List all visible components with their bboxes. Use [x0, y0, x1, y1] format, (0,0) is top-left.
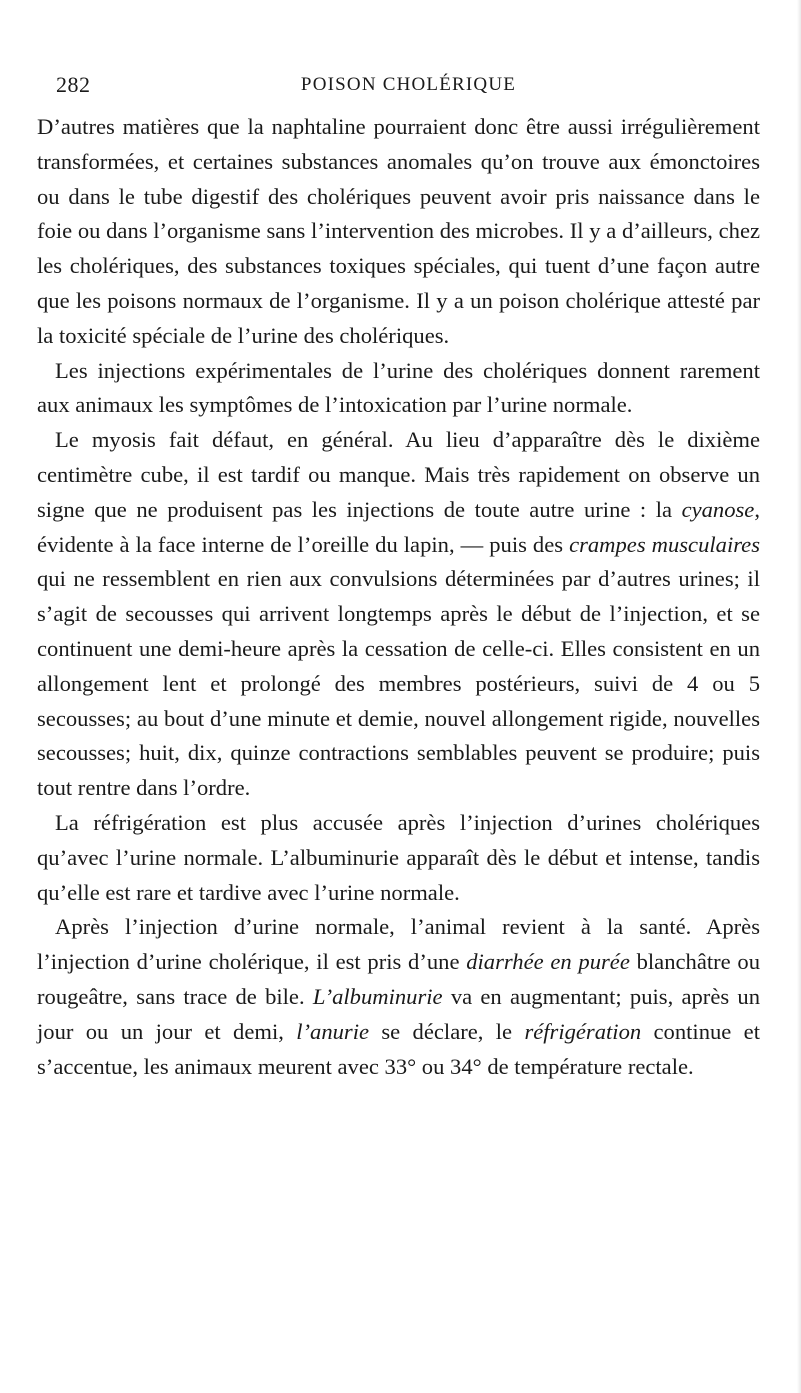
- italic-term-diarrhee-en-puree: diarrhée en purée: [466, 949, 630, 975]
- paragraph-4: [37, 806, 760, 910]
- running-title: POISON CHOLÉRIQUE: [300, 74, 517, 95]
- body-text: [37, 110, 760, 1084]
- italic-term-albuminurie: L’albuminurie: [312, 983, 443, 1009]
- page-number: 282: [56, 72, 91, 97]
- italic-term-refrigeration: réfrigération: [524, 1018, 642, 1044]
- paragraph-text: Le myosis fait défaut, en général. Au lieu d’apparaître dès le dixième centimètre cube, il est tardif ou manque. Mais très rapidement on observe un signe que ne produisent pas les injections de toute autre urine : la: [37, 427, 760, 522]
- paragraph-2: [37, 354, 760, 424]
- italic-term-cyanose: cyanose: [681, 496, 755, 522]
- paragraph-text: continue et s’accentue, les animaux meurent avec 33° ou 34° de température rectale.: [37, 1018, 760, 1079]
- paragraph-1: [37, 110, 760, 354]
- paragraph-text: se déclare, le: [369, 1018, 525, 1044]
- paragraph-text: La réfrigération est plus accusée après l’injection d’urines cholériques qu’avec l’urine normale. L’albuminurie apparaît dès le début et intense, tandis qu’elle est rare et tardive avec l’urine normale.: [37, 809, 760, 905]
- paragraph-text: va en augmentant; puis, après un jour ou un jour et demi,: [37, 983, 760, 1044]
- paragraph-text: Les injections expérimentales de l’urine des cholériques donnent rarement aux animaux les symptômes de l’intoxication par l’urine normale.: [37, 357, 760, 418]
- paragraph-text: blanchâtre ou rougeâtre, sans trace de bile.: [37, 949, 760, 1009]
- paragraph-3: [37, 423, 760, 806]
- paragraph-5: [37, 910, 760, 1084]
- paragraph-text: qui ne ressemblent en rien aux convulsions déterminées par d’autres urines; il s’agit de secousses qui arrivent longtemps après le début de l’injection, et se continuent une demi-heure après la cessation de celle-ci. Elles consistent en un allongement lent et prolongé des membres postérieurs, suivi de 4 ou 5 secousses; au bout d’une minute et demie, nouvel allongement rigide, nouvelles secousses; huit, dix, quinze contractions semblables peuvent se produire; puis tout rentre dans l’ordre.: [37, 566, 760, 801]
- italic-term-crampes-musculaires: crampes musculaires: [569, 531, 760, 557]
- scan-edge-shadow: [797, 0, 801, 1393]
- page-header: [56, 72, 761, 98]
- paragraph-text: Après l’injection d’urine normale, l’animal revient à la santé. Après l’injection d’urine cholérique, il est pris d’une: [37, 914, 760, 975]
- paragraph-text: , évidente à la face interne de l’oreille du lapin, — puis des: [37, 496, 760, 557]
- paragraph-text: D’autres matières que la naphtaline pourraient donc être aussi irrégulièrement transformées, et certaines substances anomales qu’on trouve aux émonctoires ou dans le tube digestif des cholériques peuvent avoir pris naissance dans le foie ou dans l’organisme sans l’intervention des microbes. Il y a d’ailleurs, chez les cholériques, des substances toxiques spéciales, qui tuent d’une façon autre que les poisons normaux de l’organisme. Il y a un poison cholérique attesté par la toxicité spéciale de l’urine des cholériques.: [37, 114, 760, 348]
- italic-term-anurie: l’anurie: [296, 1018, 370, 1044]
